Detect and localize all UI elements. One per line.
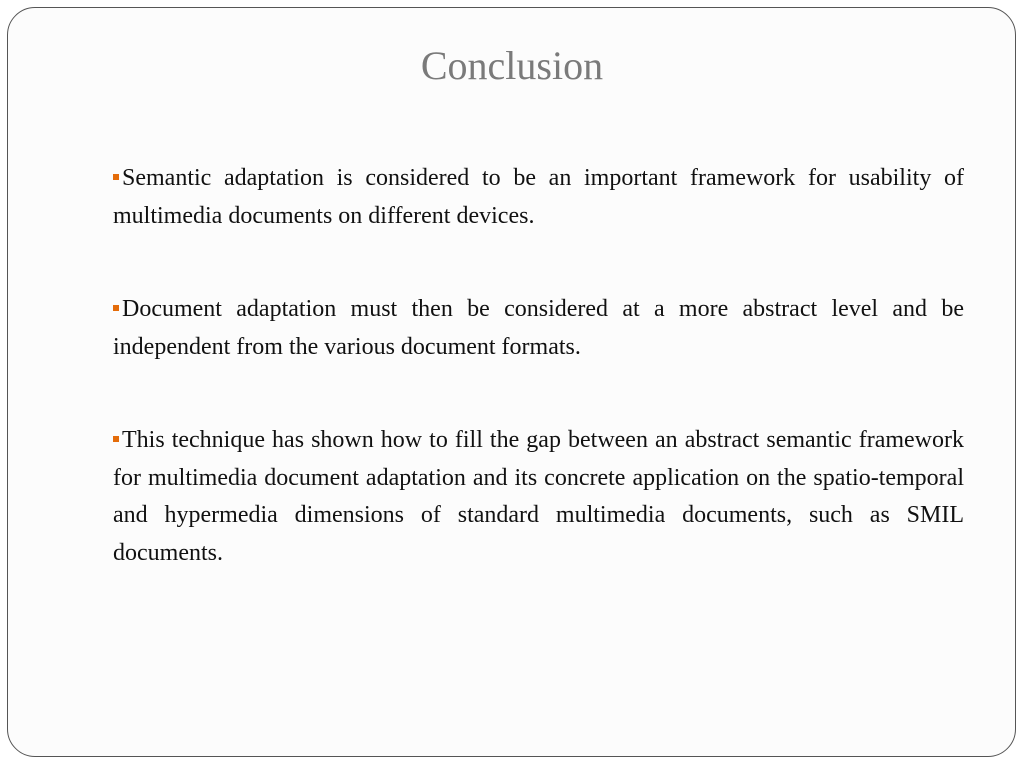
bullet-list xyxy=(113,160,964,628)
bullet-item xyxy=(113,422,964,572)
bullet-item xyxy=(113,291,964,366)
square-bullet-icon xyxy=(113,174,119,180)
bullet-text: This technique has shown how to fill the gap between an abstract semantic framework for multimedia document adaptation and its concrete application on the spatio-temporal and hypermedia dimensions of standard multimedia documents, such as SMIL documents. xyxy=(113,427,964,566)
slide-title: Conclusion xyxy=(420,43,604,88)
bullet-text: Semantic adaptation is considered to be an important framework for usability of multimedia documents on different devices. xyxy=(113,165,964,229)
square-bullet-icon xyxy=(113,305,119,311)
square-bullet-icon xyxy=(113,436,119,442)
bullet-item xyxy=(113,160,964,235)
bullet-text: Document adaptation must then be considered at a more abstract level and be independent from the various document formats. xyxy=(113,296,964,360)
